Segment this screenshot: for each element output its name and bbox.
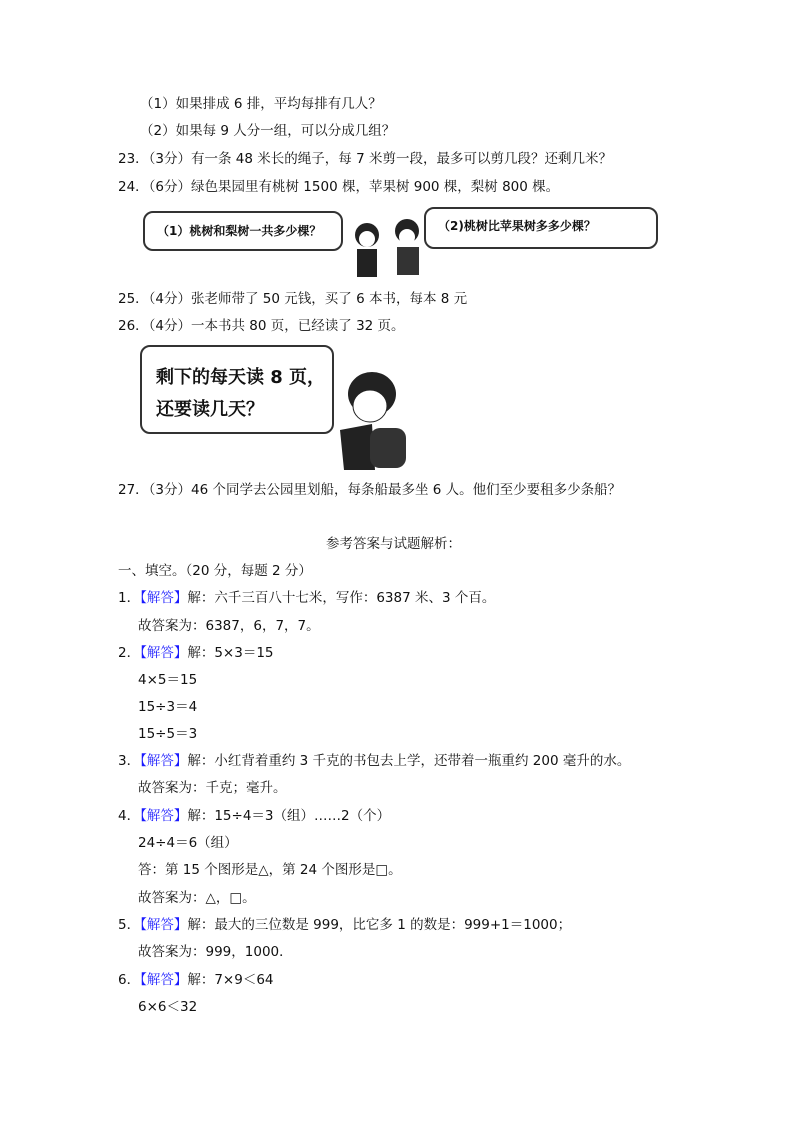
answer-number: 3． — [118, 753, 141, 769]
answer-4-line-2: 24÷4＝6（组） — [138, 835, 238, 851]
question-22-part-2: （2）如果每 9 人分一组，可以分成几组？ — [140, 123, 396, 139]
question-24: 24．（6分）绿色果园里有桃树 1500 棵，苹果树 900 棵，梨树 800 棵。 — [118, 179, 560, 195]
answer-4-conclusion: 故答案为：△，□。 — [138, 890, 256, 906]
bubble-2-text: （2)桃树比苹果树多多少棵？ — [438, 219, 596, 233]
bubble-1-text: （1）桃树和梨树一共多少棵？ — [157, 224, 322, 238]
answer-text: 解：六千三百八十七米，写作：6387 米、3 个百。 — [187, 590, 496, 606]
answer-number: 4． — [118, 808, 141, 824]
speech-bubble-1 — [143, 211, 343, 251]
speech-bubble-2 — [424, 207, 658, 249]
answer-number: 1． — [118, 590, 141, 606]
children-illustration — [345, 215, 435, 280]
answer-text: 解：7×9＜64 — [187, 972, 274, 988]
answer-6-line-2: 6×6＜32 — [138, 999, 198, 1015]
answer-label: 【解答】 — [140, 753, 188, 769]
answer-number: 2． — [118, 645, 141, 661]
answer-label: 【解答】 — [140, 808, 188, 824]
answer-number: 5． — [118, 917, 141, 933]
answer-text: 解：15÷4＝3（组）……2（个） — [187, 808, 391, 824]
answer-label: 【解答】 — [140, 645, 188, 661]
question-26: 26．（4分）一本书共 80 页，已经读了 32 页。 — [118, 318, 405, 334]
boy-reading-illustration — [330, 368, 415, 473]
answer-3-conclusion: 故答案为：千克；毫升。 — [138, 780, 287, 796]
answer-label: 【解答】 — [140, 972, 188, 988]
answer-text: 解：5×3＝15 — [187, 645, 274, 661]
answer-4-line-3: 答：第 15 个图形是△，第 24 个图形是□。 — [138, 862, 402, 878]
answer-2-line-3: 15÷3＝4 — [138, 699, 198, 715]
answer-number: 6． — [118, 972, 141, 988]
answer-text: 解：小红背着重约 3 千克的书包去上学，还带着一瓶重约 200 毫升的水。 — [187, 753, 631, 769]
answer-5 — [118, 916, 571, 934]
question-22-part-1: （1）如果排成 6 排，平均每排有几人？ — [140, 96, 382, 112]
bubble-line-2: 还要读几天？ — [156, 399, 264, 420]
answers-title: 参考答案与试题解析： — [326, 536, 461, 552]
speech-bubble-reading — [140, 345, 334, 434]
answer-2 — [118, 644, 274, 662]
section-heading: 一、填空。（20 分，每题 2 分） — [118, 563, 312, 579]
answer-5-conclusion: 故答案为：999，1000． — [138, 944, 293, 960]
question-23: 23．（3分）有一条 48 米长的绳子，每 7 米剪一段，最多可以剪几段？还剩几米？ — [118, 151, 612, 167]
answer-1-conclusion: 故答案为：6387，6，7，7。 — [138, 618, 320, 634]
answer-6 — [118, 971, 274, 989]
answer-3 — [118, 752, 630, 770]
question-25: 25．（4分）张老师带了 50 元钱，买了 6 本书，每本 8 元 — [118, 291, 468, 307]
answer-2-line-2: 4×5＝15 — [138, 672, 198, 688]
answer-label: 【解答】 — [140, 917, 188, 933]
answer-1 — [118, 589, 495, 607]
bubble-line-1: 剩下的每天读 8 页， — [156, 367, 326, 388]
answer-text: 解：最大的三位数是 999，比它多 1 的数是：999+1＝1000； — [187, 917, 572, 933]
question-27: 27．（3分）46 个同学去公园里划船，每条船最多坐 6 人。他们至少要租多少条船？ — [118, 482, 622, 498]
answer-2-line-4: 15÷5＝3 — [138, 726, 198, 742]
answer-4 — [118, 807, 390, 825]
answer-label: 【解答】 — [140, 590, 188, 606]
